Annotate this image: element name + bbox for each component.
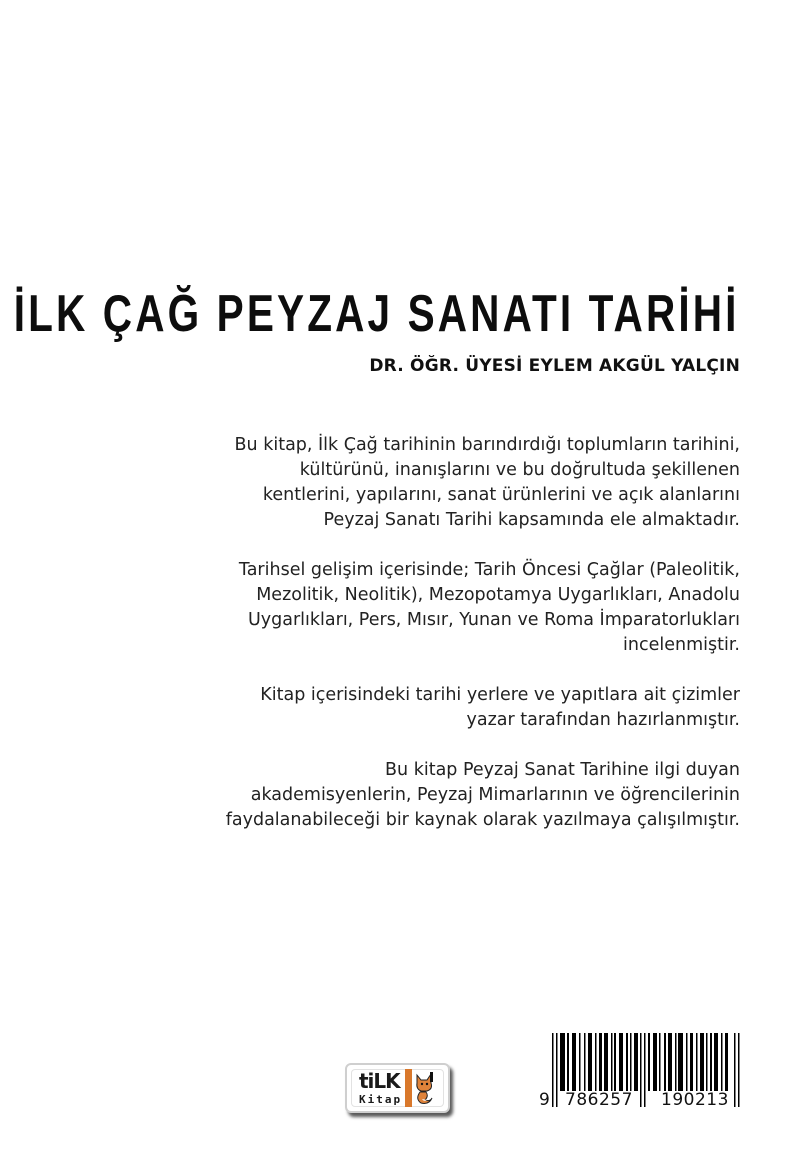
barcode-first-digit: 9 xyxy=(539,1090,550,1110)
barcode-right-group: 190213 xyxy=(661,1090,729,1110)
blurb-line: Kitap içerisindeki tarihi yerlere ve yapıtlara ait çizimler xyxy=(260,685,740,705)
isbn-barcode xyxy=(538,1033,750,1111)
blurb-line: yazar tarafından hazırlanmıştır. xyxy=(466,710,740,730)
book-author: DR. ÖĞR. ÜYESİ EYLEM AKGÜL YALÇIN xyxy=(369,356,740,376)
blurb-line: Tarihsel gelişim içerisinde; Tarih Öncesi Çağlar (Paleolitik, xyxy=(238,560,740,580)
publisher-brand: tiLK xyxy=(359,1069,400,1093)
barcode-left-group: 786257 xyxy=(565,1090,633,1110)
blurb-line: Bu kitap, İlk Çağ tarihinin barındırdığı toplumların tarihini, xyxy=(234,435,740,455)
blurb-paragraph-4 xyxy=(100,758,740,833)
blurb-line: Peyzaj Sanatı Tarihi kapsamında ele almaktadır. xyxy=(323,510,740,530)
blurb-line: Uygarlıkları, Pers, Mısır, Yunan ve Roma İmparatorlukları xyxy=(247,610,740,630)
book-title: İLK ÇAĞ PEYZAJ SANATI TARİHİ xyxy=(14,285,740,343)
blurb-line: faydalanabileceği bir kaynak olarak yazılmaya çalışılmıştır. xyxy=(225,810,740,830)
blurb-line: Bu kitap Peyzaj Sanat Tarihine ilgi duyan xyxy=(385,760,740,780)
blurb-line: incelenmiştir. xyxy=(623,635,740,655)
blurb-paragraph-1 xyxy=(100,433,740,533)
blurb-paragraph-2 xyxy=(100,558,740,658)
blurb-line: Mezolitik, Neolitik), Mezopotamya Uygarlıkları, Anadolu xyxy=(256,585,740,605)
logo-accent-bar xyxy=(405,1069,412,1107)
blurb-line: kentlerini, yapılarını, sanat ürünlerini ve açık alanlarını xyxy=(262,485,740,505)
blurb-text xyxy=(100,433,740,858)
blurb-paragraph-3 xyxy=(100,683,740,733)
publisher-sub: Kitap xyxy=(359,1093,403,1106)
blurb-line: kültürünü, inanışlarını ve bu doğrultuda şekillenen xyxy=(299,460,740,480)
blurb-line: akademisyenlerin, Peyzaj Mimarlarının ve öğrencilerinin xyxy=(250,785,740,805)
fox-icon xyxy=(413,1071,435,1105)
publisher-logo xyxy=(345,1063,450,1113)
